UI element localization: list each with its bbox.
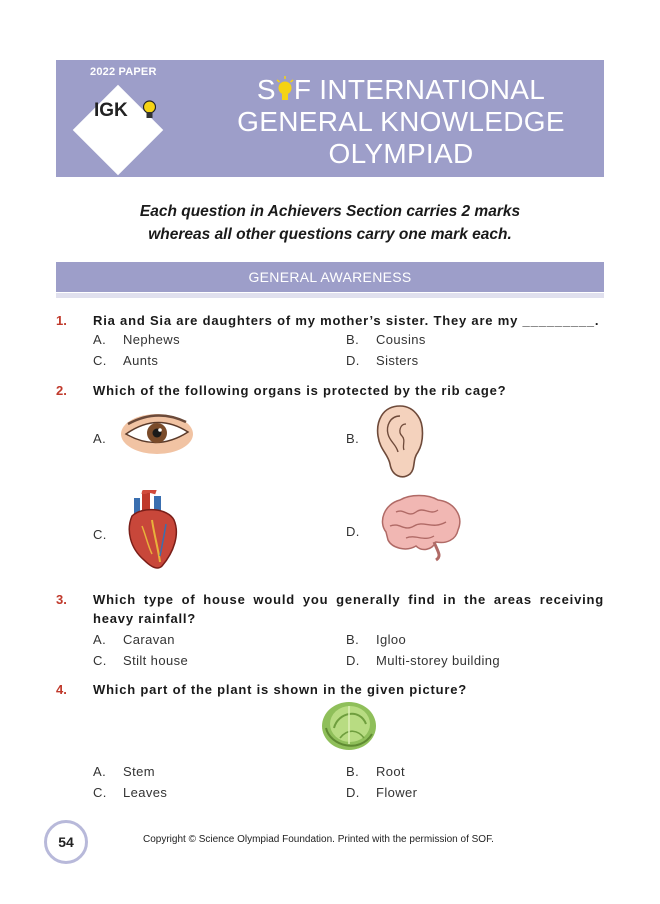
option-d[interactable]: D. (346, 524, 360, 539)
lightbulb-icon (143, 99, 156, 121)
ear-icon (372, 402, 426, 482)
question-number: 4. (56, 682, 67, 697)
option-d[interactable]: D. Multi-storey building (346, 653, 501, 668)
question-text: Ria and Sia are daughters of my mother’s sister. They are my _________. (93, 313, 600, 328)
option-c[interactable]: C. Stilt house (93, 653, 189, 668)
marks-instruction (56, 200, 604, 246)
option-b[interactable]: B. Igloo (346, 632, 407, 647)
option-a[interactable]: A. Caravan (93, 632, 175, 647)
eye-icon (120, 410, 194, 456)
option-d[interactable]: D. Sisters (346, 353, 419, 368)
sof-bulb-icon (276, 75, 294, 102)
question-number: 2. (56, 383, 67, 398)
question-number: 3. (56, 592, 67, 607)
page-number: 54 (44, 820, 88, 864)
olympiad-title (206, 74, 596, 170)
option-b[interactable]: B. Root (346, 764, 406, 779)
question-number: 1. (56, 313, 67, 328)
badge-igk: IGK (94, 100, 128, 121)
heart-icon (122, 490, 184, 572)
section-header (56, 262, 604, 292)
option-c[interactable]: C. Aunts (93, 353, 159, 368)
option-a[interactable]: A. Nephews (93, 332, 180, 347)
option-c[interactable]: C. (93, 527, 107, 542)
option-b[interactable]: B. (346, 431, 360, 446)
option-d[interactable]: D. Flower (346, 785, 418, 800)
question-text: Which type of house would you generally find in the areas receiving heavy rainfall? (93, 592, 604, 626)
option-a[interactable]: A. Stem (93, 764, 155, 779)
title-line2: GENERAL KNOWLEDGE (237, 106, 565, 137)
instruction-line2: whereas all other questions carry one mark each. (148, 226, 512, 243)
option-b[interactable]: B. Cousins (346, 332, 426, 347)
option-c[interactable]: C. Leaves (93, 785, 168, 800)
option-a[interactable]: A. (93, 431, 107, 446)
title-line3: OLYMPIAD (328, 138, 474, 169)
title-line1: F INTERNATIONAL (293, 74, 546, 105)
question-text: Which of the following organs is protected by the rib cage? (93, 383, 507, 398)
instruction-line1: Each question in Achievers Section carries 2 marks (139, 203, 521, 220)
cabbage-icon (320, 698, 378, 752)
question-text: Which part of the plant is shown in the given picture? (93, 682, 467, 697)
copyright-notice: Copyright © Science Olympiad Foundation. Printed with the permission of SOF. (143, 834, 494, 845)
page-header (56, 60, 604, 177)
brain-icon (376, 492, 464, 562)
section-underline (56, 293, 604, 298)
section-title: GENERAL AWARENESS (248, 269, 412, 285)
title-s: S (256, 74, 276, 105)
paper-year: 2022 PAPER (90, 66, 157, 78)
